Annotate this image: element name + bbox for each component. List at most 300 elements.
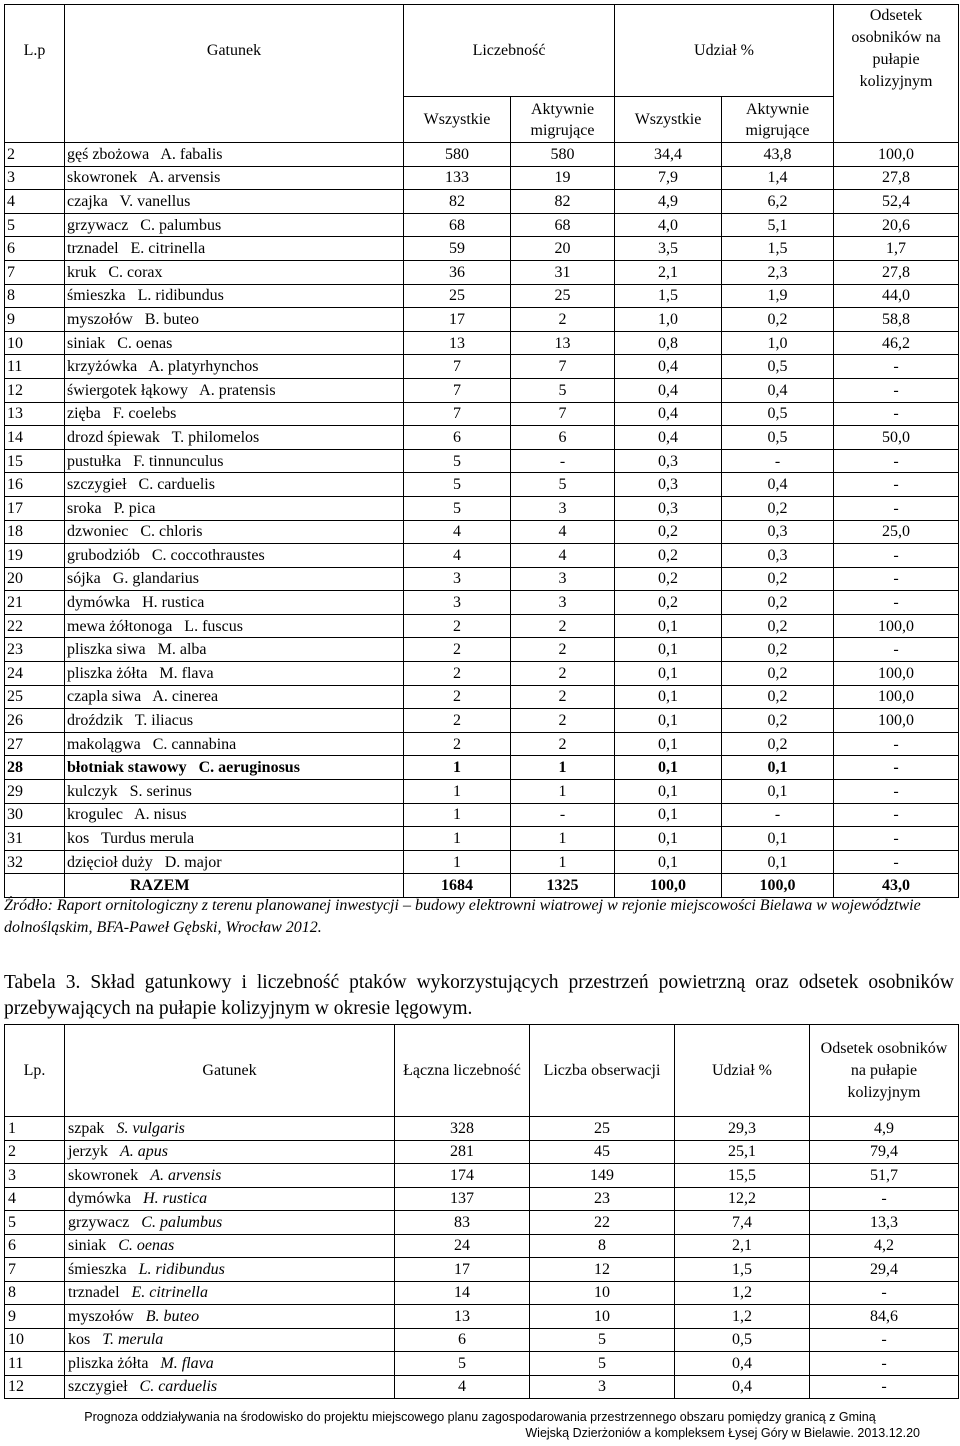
species-cell <box>65 638 404 662</box>
value-cell: 4,0 <box>615 213 722 237</box>
polish-name: dymówka <box>67 594 131 612</box>
lp-cell: 23 <box>5 638 65 662</box>
value-cell: 36 <box>404 260 511 284</box>
table-row <box>5 638 959 662</box>
value-cell: 0,4 <box>722 473 834 497</box>
value-cell: 1,4 <box>722 166 834 190</box>
value-cell: 5 <box>404 496 511 520</box>
polish-name: trznadel <box>68 1284 120 1302</box>
table-row <box>5 1352 959 1376</box>
lp-cell: 8 <box>5 284 65 308</box>
header-udzial: Udział % <box>675 1025 810 1117</box>
latin-name: A. pratensis <box>199 381 276 399</box>
value-cell: 2,3 <box>722 260 834 284</box>
value-cell: 2 <box>511 732 615 756</box>
value-cell: 0,2 <box>722 638 834 662</box>
value-cell: 50,0 <box>834 426 959 450</box>
value-cell: 580 <box>404 143 511 167</box>
table-row <box>5 756 959 780</box>
value-cell: 4 <box>395 1375 530 1399</box>
footer-line-2: Wiejską Dzierżoniów a kompleksem Łysej Góry w Bielawie. 2013.12.20 <box>525 1426 920 1440</box>
value-cell: 43,8 <box>722 143 834 167</box>
header-gatunek: Gatunek <box>65 1025 395 1117</box>
header-lp: Lp. <box>5 1025 65 1117</box>
latin-name: T. iliacus <box>134 712 194 730</box>
species-table-1 <box>4 4 959 898</box>
latin-name: C. chloris <box>140 523 203 541</box>
value-cell: 24 <box>395 1234 530 1258</box>
lp-cell: 3 <box>5 1164 65 1188</box>
value-cell: - <box>834 638 959 662</box>
polish-name: droździk <box>67 712 123 730</box>
value-cell: 2,1 <box>615 260 722 284</box>
latin-name: C. cannabina <box>152 735 237 753</box>
value-cell: 0,1 <box>722 850 834 874</box>
value-cell: 5,1 <box>722 213 834 237</box>
polish-name: szczygieł <box>67 476 127 494</box>
value-cell: 1325 <box>511 874 615 898</box>
latin-name: Turdus merula <box>100 830 195 848</box>
species-cell <box>65 874 404 898</box>
latin-name: M. flava <box>160 1354 214 1372</box>
value-cell: 1,0 <box>722 331 834 355</box>
value-cell: 2 <box>404 685 511 709</box>
value-cell: 13 <box>404 331 511 355</box>
value-cell: 8 <box>530 1234 675 1258</box>
page-footer <box>0 1409 960 1441</box>
value-cell: - <box>834 378 959 402</box>
species-cell <box>65 1211 395 1235</box>
value-cell: 4,9 <box>810 1117 959 1141</box>
species-cell <box>65 1140 395 1164</box>
value-cell: 149 <box>530 1164 675 1188</box>
value-cell: 20 <box>511 237 615 261</box>
value-cell: 0,2 <box>722 308 834 332</box>
value-cell: 0,4 <box>615 378 722 402</box>
value-cell: 14 <box>395 1281 530 1305</box>
value-cell: 29,4 <box>810 1258 959 1282</box>
value-cell: 5 <box>404 449 511 473</box>
table-row <box>5 662 959 686</box>
latin-name: S. vulgaris <box>116 1119 185 1137</box>
value-cell: 1,0 <box>615 308 722 332</box>
value-cell: - <box>834 355 959 379</box>
value-cell: 0,1 <box>615 662 722 686</box>
species-cell <box>65 1258 395 1282</box>
polish-name: krogulec <box>67 806 123 824</box>
table-row <box>5 732 959 756</box>
value-cell: 1 <box>404 827 511 851</box>
value-cell: 52,4 <box>834 190 959 214</box>
polish-name: dzwoniec <box>67 523 129 541</box>
table-row <box>5 827 959 851</box>
header-liczebnosc: Liczebność <box>404 5 615 97</box>
value-cell: 10 <box>530 1281 675 1305</box>
lp-cell: 27 <box>5 732 65 756</box>
value-cell: 1 <box>511 780 615 804</box>
polish-name: zięba <box>67 405 101 423</box>
value-cell: 19 <box>511 166 615 190</box>
table-row <box>5 709 959 733</box>
polish-name: mewa żółtonoga <box>67 617 173 635</box>
species-table-1-body <box>5 143 959 898</box>
latin-name: C. aeruginosus <box>198 759 300 777</box>
value-cell: 0,4 <box>722 378 834 402</box>
table-row <box>5 143 959 167</box>
lp-cell: 29 <box>5 780 65 804</box>
value-cell: 68 <box>404 213 511 237</box>
lp-cell: 15 <box>5 449 65 473</box>
value-cell: 0,4 <box>675 1375 810 1399</box>
polish-name: myszołów <box>67 310 133 328</box>
latin-name: C. oenas <box>117 334 173 352</box>
value-cell: 2 <box>511 662 615 686</box>
table-row <box>5 308 959 332</box>
table-row <box>5 780 959 804</box>
value-cell: 0,3 <box>615 496 722 520</box>
table-row <box>5 1117 959 1141</box>
species-cell <box>65 166 404 190</box>
lp-cell: 13 <box>5 402 65 426</box>
species-cell <box>65 732 404 756</box>
latin-name: L. ridibundus <box>137 287 224 305</box>
table-row <box>5 1305 959 1329</box>
species-cell <box>65 355 404 379</box>
table-row <box>5 355 959 379</box>
value-cell: - <box>810 1328 959 1352</box>
value-cell: 281 <box>395 1140 530 1164</box>
latin-name: L. fuscus <box>184 617 243 635</box>
value-cell: 100,0 <box>722 874 834 898</box>
table-row <box>5 520 959 544</box>
value-cell: - <box>834 544 959 568</box>
header-gatunek-empty <box>65 97 404 143</box>
value-cell: 3,5 <box>615 237 722 261</box>
lp-cell: 25 <box>5 685 65 709</box>
value-cell: 2 <box>511 685 615 709</box>
value-cell: 34,4 <box>615 143 722 167</box>
value-cell: 29,3 <box>675 1117 810 1141</box>
species-cell <box>65 1164 395 1188</box>
latin-name: H. rustica <box>142 594 205 612</box>
species-cell <box>65 143 404 167</box>
total-row <box>5 874 959 898</box>
value-cell: 0,2 <box>722 567 834 591</box>
latin-name: C. coccothraustes <box>151 546 265 564</box>
value-cell: - <box>511 803 615 827</box>
value-cell: 100,0 <box>834 662 959 686</box>
species-cell <box>65 850 404 874</box>
table-row <box>5 591 959 615</box>
value-cell: 6 <box>404 426 511 450</box>
value-cell: - <box>810 1352 959 1376</box>
value-cell: 4 <box>511 544 615 568</box>
value-cell: 84,6 <box>810 1305 959 1329</box>
value-cell: - <box>834 850 959 874</box>
species-cell <box>65 1328 395 1352</box>
species-cell <box>65 1281 395 1305</box>
value-cell: 133 <box>404 166 511 190</box>
value-cell: 2 <box>404 709 511 733</box>
value-cell: 7 <box>511 402 615 426</box>
latin-name: A. arvensis <box>148 169 221 187</box>
lp-cell: 5 <box>5 1211 65 1235</box>
latin-name: T. philomelos <box>171 428 260 446</box>
value-cell: 82 <box>511 190 615 214</box>
species-cell <box>65 685 404 709</box>
value-cell: 3 <box>404 591 511 615</box>
value-cell: 1684 <box>404 874 511 898</box>
lp-cell: 8 <box>5 1281 65 1305</box>
polish-name: myszołów <box>68 1307 134 1325</box>
value-cell: 3 <box>511 567 615 591</box>
value-cell: 0,1 <box>615 732 722 756</box>
table-row <box>5 473 959 497</box>
value-cell: 0,5 <box>722 402 834 426</box>
latin-name: B. buteo <box>145 1307 200 1325</box>
species-cell <box>65 190 404 214</box>
value-cell: - <box>810 1187 959 1211</box>
lp-cell: 18 <box>5 520 65 544</box>
lp-cell: 1 <box>5 1117 65 1141</box>
lp-cell: 10 <box>5 331 65 355</box>
value-cell: 0,2 <box>615 544 722 568</box>
polish-name: szpak <box>68 1119 105 1137</box>
value-cell: 0,2 <box>722 709 834 733</box>
value-cell: 0,2 <box>722 614 834 638</box>
value-cell: - <box>810 1375 959 1399</box>
species-cell <box>65 402 404 426</box>
species-cell <box>65 614 404 638</box>
polish-name: kulczyk <box>67 782 118 800</box>
value-cell: 0,5 <box>722 426 834 450</box>
value-cell: 0,1 <box>615 803 722 827</box>
value-cell: 79,4 <box>810 1140 959 1164</box>
header-liczebnosc-aktywnie: Aktywnie migrujące <box>511 97 615 143</box>
latin-name: V. vanellus <box>119 192 191 210</box>
value-cell: 20,6 <box>834 213 959 237</box>
value-cell: 328 <box>395 1117 530 1141</box>
species-cell <box>65 544 404 568</box>
value-cell: 0,1 <box>615 780 722 804</box>
value-cell: 2,1 <box>675 1234 810 1258</box>
value-cell: 25,0 <box>834 520 959 544</box>
source-note: Źródło: Raport ornitologiczny z terenu planowanej inwestycji – budowy elektrowni wiatrowej w rejonie miejscowości Bielawa w województwie dolnośląskim, BFA-Paweł Gębski, Wrocław 2012. <box>4 897 921 936</box>
table-row <box>5 166 959 190</box>
species-cell <box>65 237 404 261</box>
value-cell: 4 <box>404 520 511 544</box>
value-cell: 0,5 <box>722 355 834 379</box>
value-cell: 1 <box>511 850 615 874</box>
value-cell: 580 <box>511 143 615 167</box>
polish-name: śmieszka <box>67 287 126 305</box>
lp-cell: 11 <box>5 355 65 379</box>
value-cell: 5 <box>404 473 511 497</box>
value-cell: 0,2 <box>722 496 834 520</box>
value-cell: 51,7 <box>810 1164 959 1188</box>
polish-name: pustułka <box>67 452 122 470</box>
lp-cell: 6 <box>5 1234 65 1258</box>
value-cell: 58,8 <box>834 308 959 332</box>
header-liczebnosc-wszystkie: Wszystkie <box>404 97 511 143</box>
lp-cell: 19 <box>5 544 65 568</box>
table-row <box>5 1234 959 1258</box>
value-cell: 3 <box>404 567 511 591</box>
table-row <box>5 1211 959 1235</box>
latin-name: C. carduelis <box>139 1378 218 1396</box>
header-gatunek: Gatunek <box>65 5 404 97</box>
table-row <box>5 190 959 214</box>
polish-name: błotniak stawowy <box>67 759 187 777</box>
value-cell: 7 <box>404 402 511 426</box>
value-cell: 5 <box>511 473 615 497</box>
species-cell <box>65 260 404 284</box>
value-cell: 0,1 <box>615 850 722 874</box>
value-cell: 0,4 <box>615 426 722 450</box>
lp-cell: 12 <box>5 378 65 402</box>
value-cell: 0,1 <box>722 827 834 851</box>
species-cell <box>65 662 404 686</box>
value-cell: 2 <box>404 662 511 686</box>
value-cell: 0,3 <box>615 473 722 497</box>
table-row <box>5 213 959 237</box>
value-cell: 5 <box>511 378 615 402</box>
header-liczba: Liczba obserwacji <box>530 1025 675 1117</box>
polish-name: kruk <box>67 263 97 281</box>
value-cell: 31 <box>511 260 615 284</box>
table-3-caption: Tabela 3. Skład gatunkowy i liczebność ptaków wykorzystujących przestrzeń powietrzną oraz odsetek osobników przebywających na pułapie kolizyjnym w okresie lęgowym. <box>4 972 954 1019</box>
value-cell: 0,2 <box>615 591 722 615</box>
value-cell: 23 <box>530 1187 675 1211</box>
value-cell: 0,5 <box>675 1328 810 1352</box>
polish-name: świergotek łąkowy <box>67 381 189 399</box>
lp-cell: 9 <box>5 308 65 332</box>
species-cell <box>65 284 404 308</box>
latin-name: G. glandarius <box>112 570 199 588</box>
table-row <box>5 544 959 568</box>
table-row <box>5 803 959 827</box>
value-cell: 1,5 <box>615 284 722 308</box>
lp-cell: 9 <box>5 1305 65 1329</box>
polish-name: kos <box>67 830 90 848</box>
lp-cell: 2 <box>5 143 65 167</box>
value-cell: 0,1 <box>615 827 722 851</box>
value-cell: 27,8 <box>834 166 959 190</box>
value-cell: 1 <box>404 803 511 827</box>
lp-cell: 31 <box>5 827 65 851</box>
value-cell: 43,0 <box>834 874 959 898</box>
latin-name: A. nisus <box>134 806 187 824</box>
value-cell: 0,4 <box>615 402 722 426</box>
header-odsetek: Odsetek osobników na pułapie kolizyjnym <box>834 5 959 143</box>
polish-name: sójka <box>67 570 101 588</box>
value-cell: 12 <box>530 1258 675 1282</box>
latin-name: A. arvensis <box>150 1166 222 1184</box>
species-table-3 <box>4 1024 959 1399</box>
value-cell: 0,1 <box>615 756 722 780</box>
latin-name: C. palumbus <box>141 1213 223 1231</box>
table-row <box>5 1375 959 1399</box>
latin-name: M. flava <box>159 664 214 682</box>
species-cell <box>65 496 404 520</box>
value-cell: 2 <box>404 614 511 638</box>
value-cell: 25 <box>511 284 615 308</box>
latin-name: F. coelebs <box>112 405 177 423</box>
table-row <box>5 402 959 426</box>
value-cell: 174 <box>395 1164 530 1188</box>
value-cell: 7 <box>404 355 511 379</box>
species-table-3-body <box>5 1117 959 1399</box>
species-cell <box>65 331 404 355</box>
lp-cell: 28 <box>5 756 65 780</box>
value-cell: - <box>834 732 959 756</box>
value-cell: 17 <box>395 1258 530 1282</box>
species-cell <box>65 591 404 615</box>
value-cell: 4,9 <box>615 190 722 214</box>
polish-name: siniak <box>68 1237 107 1255</box>
polish-name: grzywacz <box>67 216 129 234</box>
value-cell: 137 <box>395 1187 530 1211</box>
polish-name: siniak <box>67 334 106 352</box>
latin-name: F. tinnunculus <box>133 452 224 470</box>
polish-name: śmieszka <box>68 1260 127 1278</box>
value-cell: 0,8 <box>615 331 722 355</box>
polish-name: czajka <box>67 192 108 210</box>
latin-name: C. oenas <box>118 1237 175 1255</box>
polish-name: dymówka <box>68 1190 132 1208</box>
value-cell: - <box>834 567 959 591</box>
species-cell <box>65 1375 395 1399</box>
value-cell: 6,2 <box>722 190 834 214</box>
lp-cell <box>5 874 65 898</box>
header-odsetek: Odsetek osobników na pułapie kolizyjnym <box>810 1025 959 1117</box>
table-row <box>5 284 959 308</box>
value-cell: 1 <box>404 850 511 874</box>
table-row <box>5 1164 959 1188</box>
polish-name: czapla siwa <box>67 688 142 706</box>
latin-name: D. major <box>164 853 222 871</box>
value-cell: - <box>834 756 959 780</box>
polish-name: pliszka żółta <box>68 1354 149 1372</box>
value-cell: 12,2 <box>675 1187 810 1211</box>
polish-name: grubodziób <box>67 546 140 564</box>
species-cell <box>65 213 404 237</box>
value-cell: 3 <box>511 496 615 520</box>
lp-cell: 32 <box>5 850 65 874</box>
polish-name: szczygieł <box>68 1378 128 1396</box>
latin-name: A. cinerea <box>152 688 219 706</box>
lp-cell: 3 <box>5 166 65 190</box>
value-cell: 13,3 <box>810 1211 959 1235</box>
value-cell: 25 <box>404 284 511 308</box>
value-cell: 1,7 <box>834 237 959 261</box>
value-cell: 7,9 <box>615 166 722 190</box>
value-cell: 0,1 <box>722 756 834 780</box>
value-cell: 13 <box>395 1305 530 1329</box>
polish-name: sroka <box>67 499 102 517</box>
value-cell: 5 <box>530 1328 675 1352</box>
polish-name: makolągwa <box>67 735 141 753</box>
value-cell: 2 <box>404 732 511 756</box>
header-laczna: Łączna liczebność <box>395 1025 530 1117</box>
value-cell: 0,2 <box>615 567 722 591</box>
header-udzial-aktywnie: Aktywnie migrujące <box>722 97 834 143</box>
value-cell: - <box>834 591 959 615</box>
value-cell: 7 <box>511 355 615 379</box>
header-udzial-wszystkie: Wszystkie <box>615 97 722 143</box>
latin-name: A. apus <box>119 1143 168 1161</box>
table-row <box>5 1328 959 1352</box>
